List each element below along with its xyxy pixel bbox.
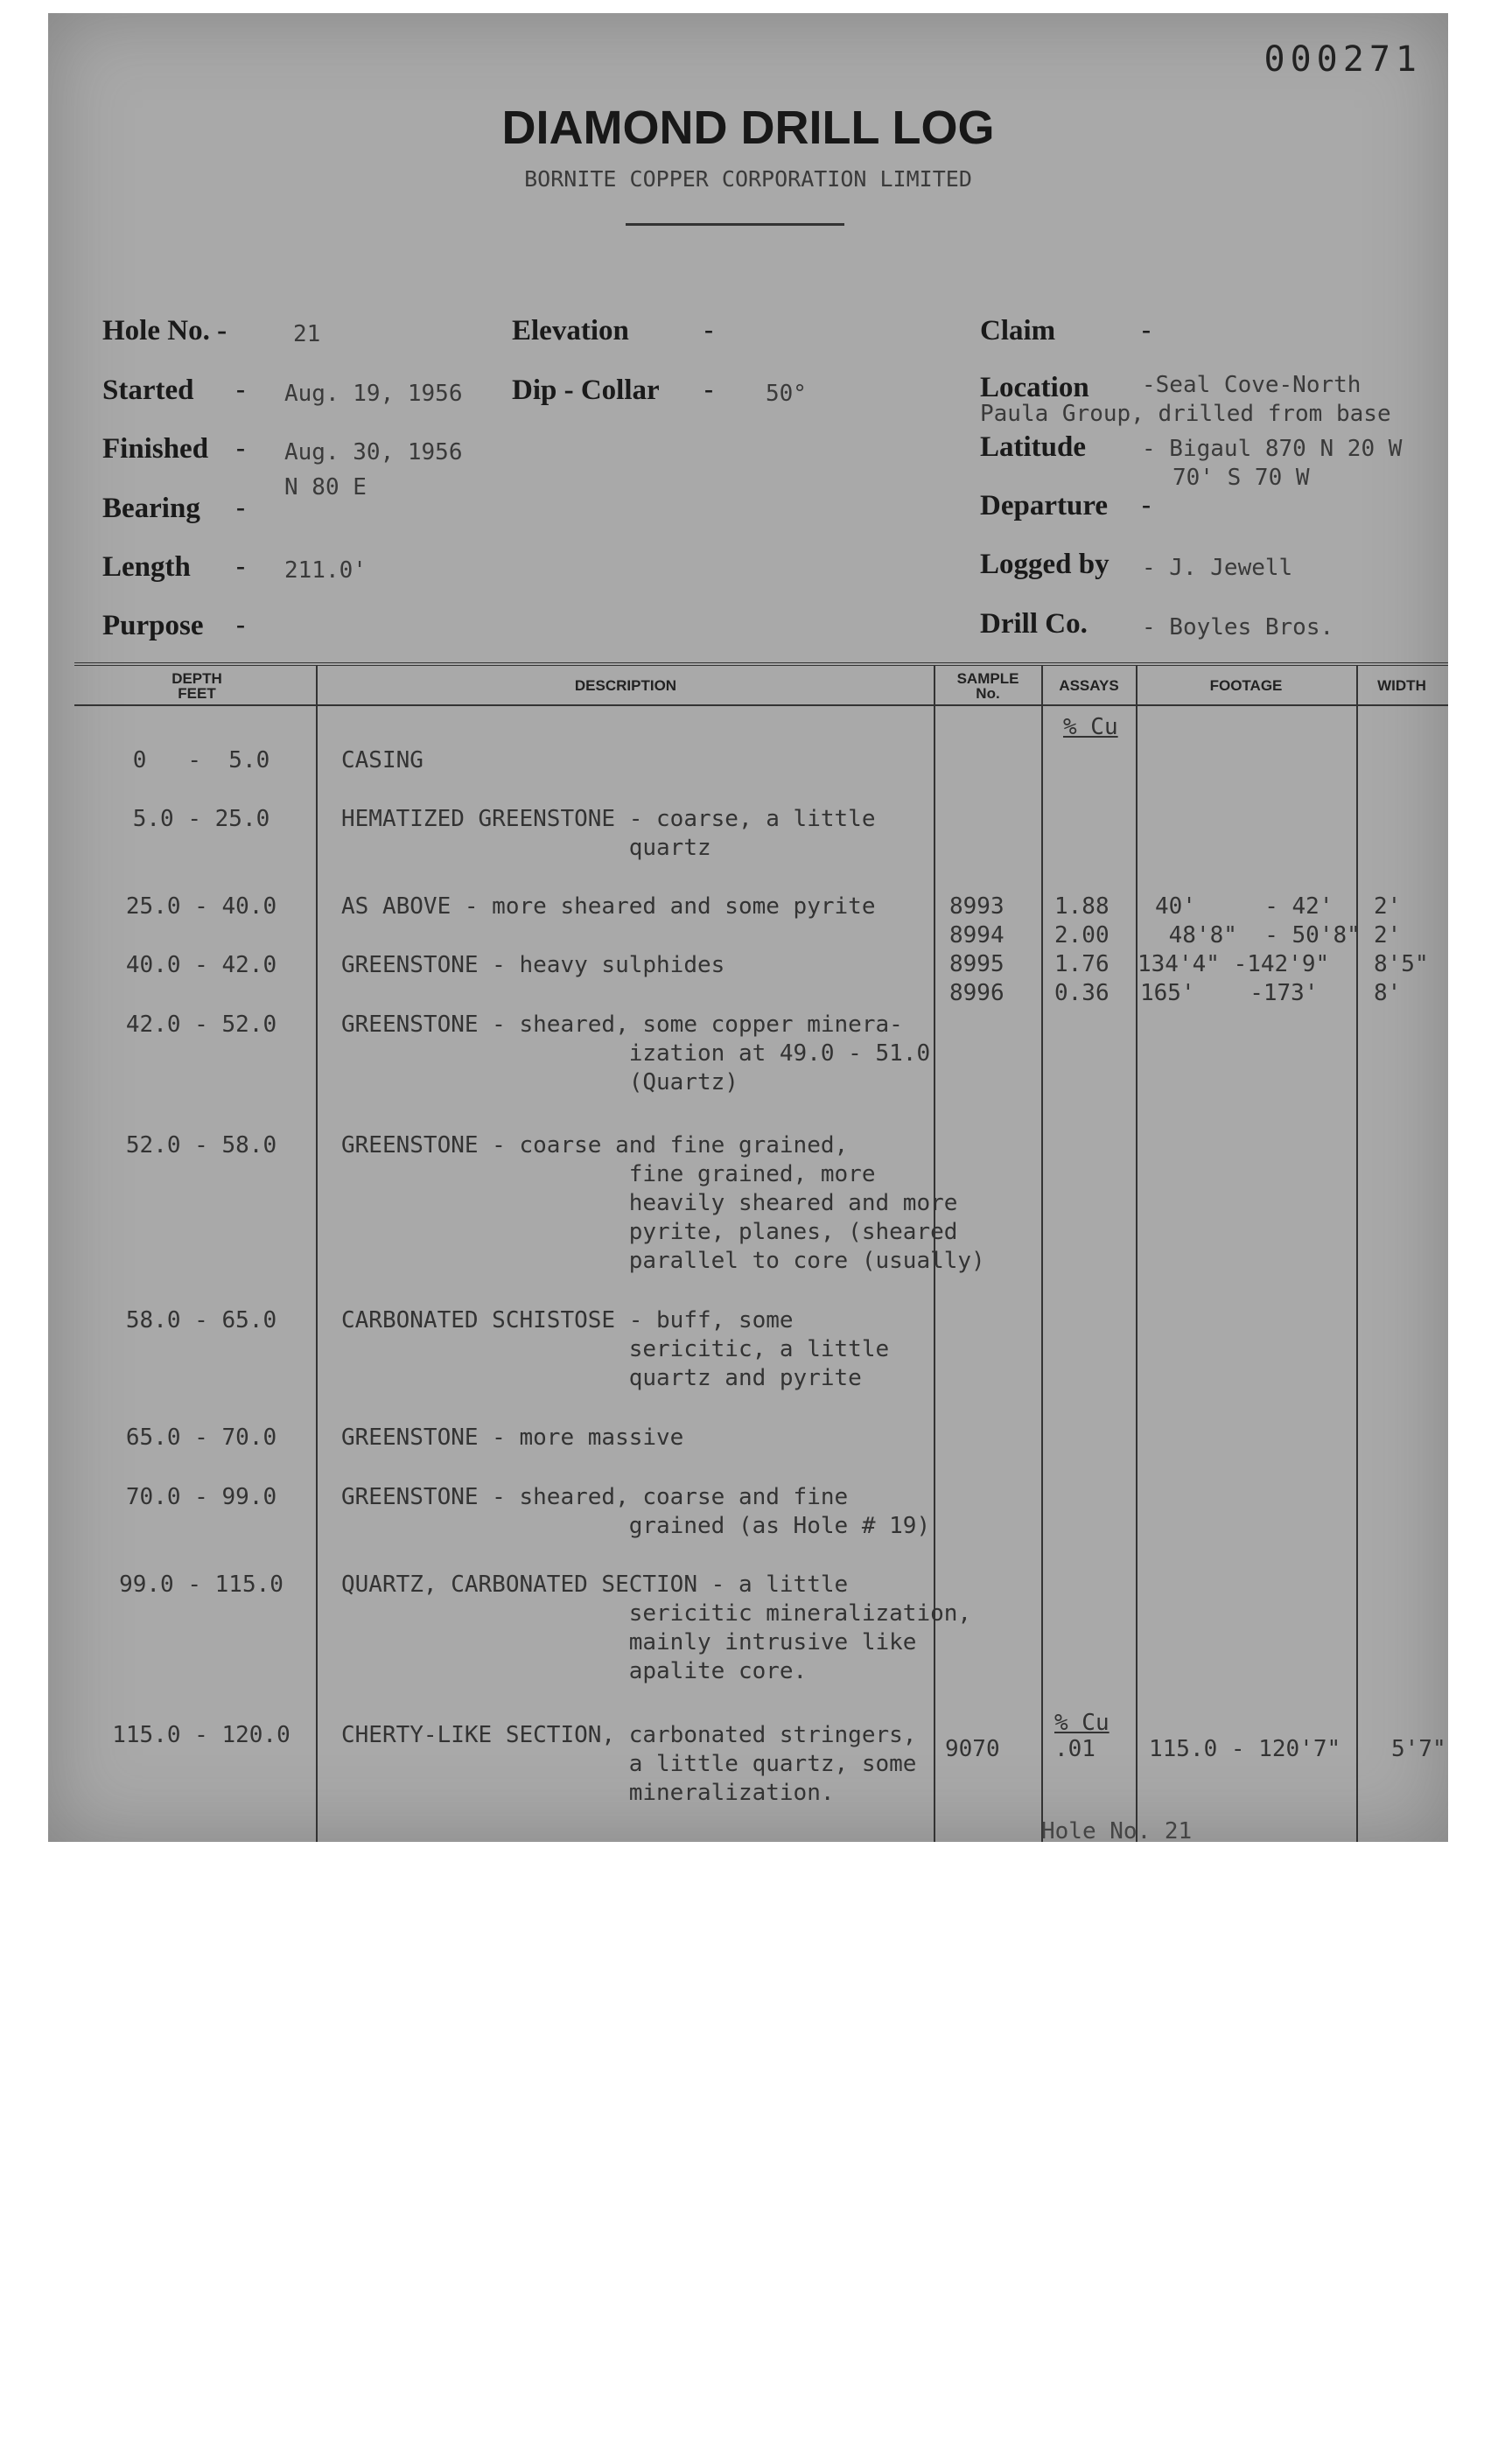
table-row-description: CHERTY-LIKE SECTION, carbonated stringers, a little quartz, some mineralization. xyxy=(341,1722,917,1806)
assay-unit: % Cu xyxy=(1054,1710,1110,1736)
column-header-width: WIDTH xyxy=(1377,677,1426,694)
width-value: 8'5" xyxy=(1374,951,1429,977)
bearing-dash: - xyxy=(236,493,245,522)
footage-value: 165' -173' xyxy=(1140,980,1319,1006)
footage-value: 115.0 - 120'7" xyxy=(1149,1736,1341,1762)
sample-number: 8996 xyxy=(949,980,1004,1006)
started-dash: - xyxy=(236,374,245,403)
assay-value: 1.76 xyxy=(1054,951,1110,977)
purpose-dash: - xyxy=(236,610,245,639)
claim-label: Claim xyxy=(980,315,1056,346)
table-header-rule xyxy=(74,704,1448,706)
table-row-description: CASING xyxy=(341,747,424,774)
latitude-value-line2: 70' S 70 W xyxy=(1172,465,1310,491)
logged-by-value: - J. Jewell xyxy=(1142,555,1293,581)
bearing-value: N 80 E xyxy=(284,474,367,500)
assay-value: 1.88 xyxy=(1054,893,1110,920)
drill-co-label: Drill Co. xyxy=(980,608,1088,640)
location-value-line2: Paula Group, drilled from base xyxy=(980,401,1391,427)
sample-number: 8994 xyxy=(949,922,1004,948)
column-divider-footage xyxy=(1356,665,1358,1842)
table-row-depth: 25.0 - 40.0 xyxy=(125,893,277,920)
table-row-depth: 65.0 - 70.0 xyxy=(125,1424,277,1451)
company-name: BORNITE COPPER CORPORATION LIMITED xyxy=(524,166,972,192)
width-value: 2' xyxy=(1374,922,1402,948)
table-row-depth: 40.0 - 42.0 xyxy=(125,952,277,978)
table-row-depth: 5.0 - 25.0 xyxy=(132,806,270,832)
latitude-value: - Bigaul 870 N 20 W xyxy=(1142,436,1403,462)
table-row-depth: 0 - 5.0 xyxy=(132,747,270,774)
column-header-assays: ASSAYS xyxy=(1059,677,1119,694)
hole-no-label: Hole No. - xyxy=(102,315,228,346)
width-value: 8' xyxy=(1374,980,1402,1006)
dip-collar-label: Dip - Collar xyxy=(512,374,660,406)
hole-no-value: 21 xyxy=(293,321,321,347)
document-number: 000271 xyxy=(1264,39,1422,80)
table-row-depth: 52.0 - 58.0 xyxy=(125,1132,277,1158)
table-row-depth: 99.0 - 115.0 xyxy=(119,1572,284,1598)
table-row-depth: 58.0 - 65.0 xyxy=(125,1307,277,1334)
assay-value: .01 xyxy=(1054,1736,1096,1762)
elevation-dash: - xyxy=(704,315,713,344)
table-row-description: QUARTZ, CARBONATED SECTION - a little sericitic mineralization, mainly intrusive like apalite core. xyxy=(341,1572,972,1684)
drill-log-sheet xyxy=(48,13,1448,1842)
table-row-description: GREENSTONE - heavy sulphides xyxy=(341,952,725,978)
started-label: Started xyxy=(102,374,194,406)
column-header-description: DESCRIPTION xyxy=(574,677,677,694)
table-row-description: GREENSTONE - more massive xyxy=(341,1424,684,1451)
footage-value: 134'4" -142'9" xyxy=(1138,951,1330,977)
assay-unit: % Cu xyxy=(1063,714,1118,740)
claim-dash: - xyxy=(1142,315,1151,344)
departure-label: Departure xyxy=(980,490,1109,522)
width-value: 5'7" xyxy=(1391,1736,1446,1762)
departure-dash: - xyxy=(1142,490,1151,519)
elevation-label: Elevation xyxy=(512,315,629,346)
dip-collar-value: 50° xyxy=(766,381,807,407)
length-label: Length xyxy=(102,551,191,583)
latitude-label: Latitude xyxy=(980,431,1087,463)
length-dash: - xyxy=(236,551,245,580)
column-header-sample: SAMPLE No. xyxy=(956,670,1019,702)
table-row-depth: 115.0 - 120.0 xyxy=(112,1722,290,1748)
table-row-description: HEMATIZED GREENSTONE - coarse, a little quartz xyxy=(341,806,876,861)
finished-label: Finished xyxy=(102,433,209,465)
column-header-depth: DEPTH FEET xyxy=(172,670,222,702)
page-title: DIAMOND DRILL LOG xyxy=(501,102,995,154)
footage-value: 48'8" - 50'8" xyxy=(1155,922,1361,948)
footage-value: 40' - 42' xyxy=(1155,893,1334,920)
location-value: -Seal Cove-North xyxy=(1142,372,1362,398)
table-row-depth: 42.0 - 52.0 xyxy=(125,1012,277,1038)
location-label: Location xyxy=(980,372,1089,403)
assay-value: 2.00 xyxy=(1054,922,1110,948)
column-divider-depth xyxy=(316,665,318,1842)
column-divider-sample xyxy=(1041,665,1043,1842)
drill-co-value: - Boyles Bros. xyxy=(1142,614,1334,640)
dip-collar-dash: - xyxy=(704,374,713,403)
table-row-description: AS ABOVE - more sheared and some pyrite xyxy=(341,893,876,920)
table-top-rule xyxy=(74,662,1448,666)
width-value: 2' xyxy=(1374,893,1402,920)
logged-by-label: Logged by xyxy=(980,549,1110,580)
title-underline xyxy=(626,223,844,226)
finished-dash: - xyxy=(236,433,245,462)
table-row-description: GREENSTONE - coarse and fine grained, fine grained, more heavily sheared and more pyrite, planes, (sheared parallel to core (usually) xyxy=(341,1132,985,1274)
assay-value: 0.36 xyxy=(1054,980,1110,1006)
sample-number: 9070 xyxy=(945,1736,1000,1762)
column-divider-assays xyxy=(1136,665,1138,1842)
table-row-description: GREENSTONE - sheared, some copper minera- ization at 49.0 - 51.0 (Quartz) xyxy=(341,1012,931,1096)
length-value: 211.0' xyxy=(284,557,367,584)
column-header-footage: FOOTAGE xyxy=(1209,677,1283,694)
table-row-depth: 70.0 - 99.0 xyxy=(125,1484,277,1510)
sample-number: 8995 xyxy=(949,951,1004,977)
sample-number: 8993 xyxy=(949,893,1004,920)
started-value: Aug. 19, 1956 xyxy=(284,381,463,407)
bearing-label: Bearing xyxy=(102,493,200,524)
footer-hole-note: Hole No. 21 xyxy=(1041,1818,1193,1844)
purpose-label: Purpose xyxy=(102,610,204,641)
table-row-description: CARBONATED SCHISTOSE - buff, some sericitic, a little quartz and pyrite xyxy=(341,1307,890,1391)
table-row-description: GREENSTONE - sheared, coarse and fine grained (as Hole # 19) xyxy=(341,1484,931,1539)
finished-value: Aug. 30, 1956 xyxy=(284,439,463,466)
